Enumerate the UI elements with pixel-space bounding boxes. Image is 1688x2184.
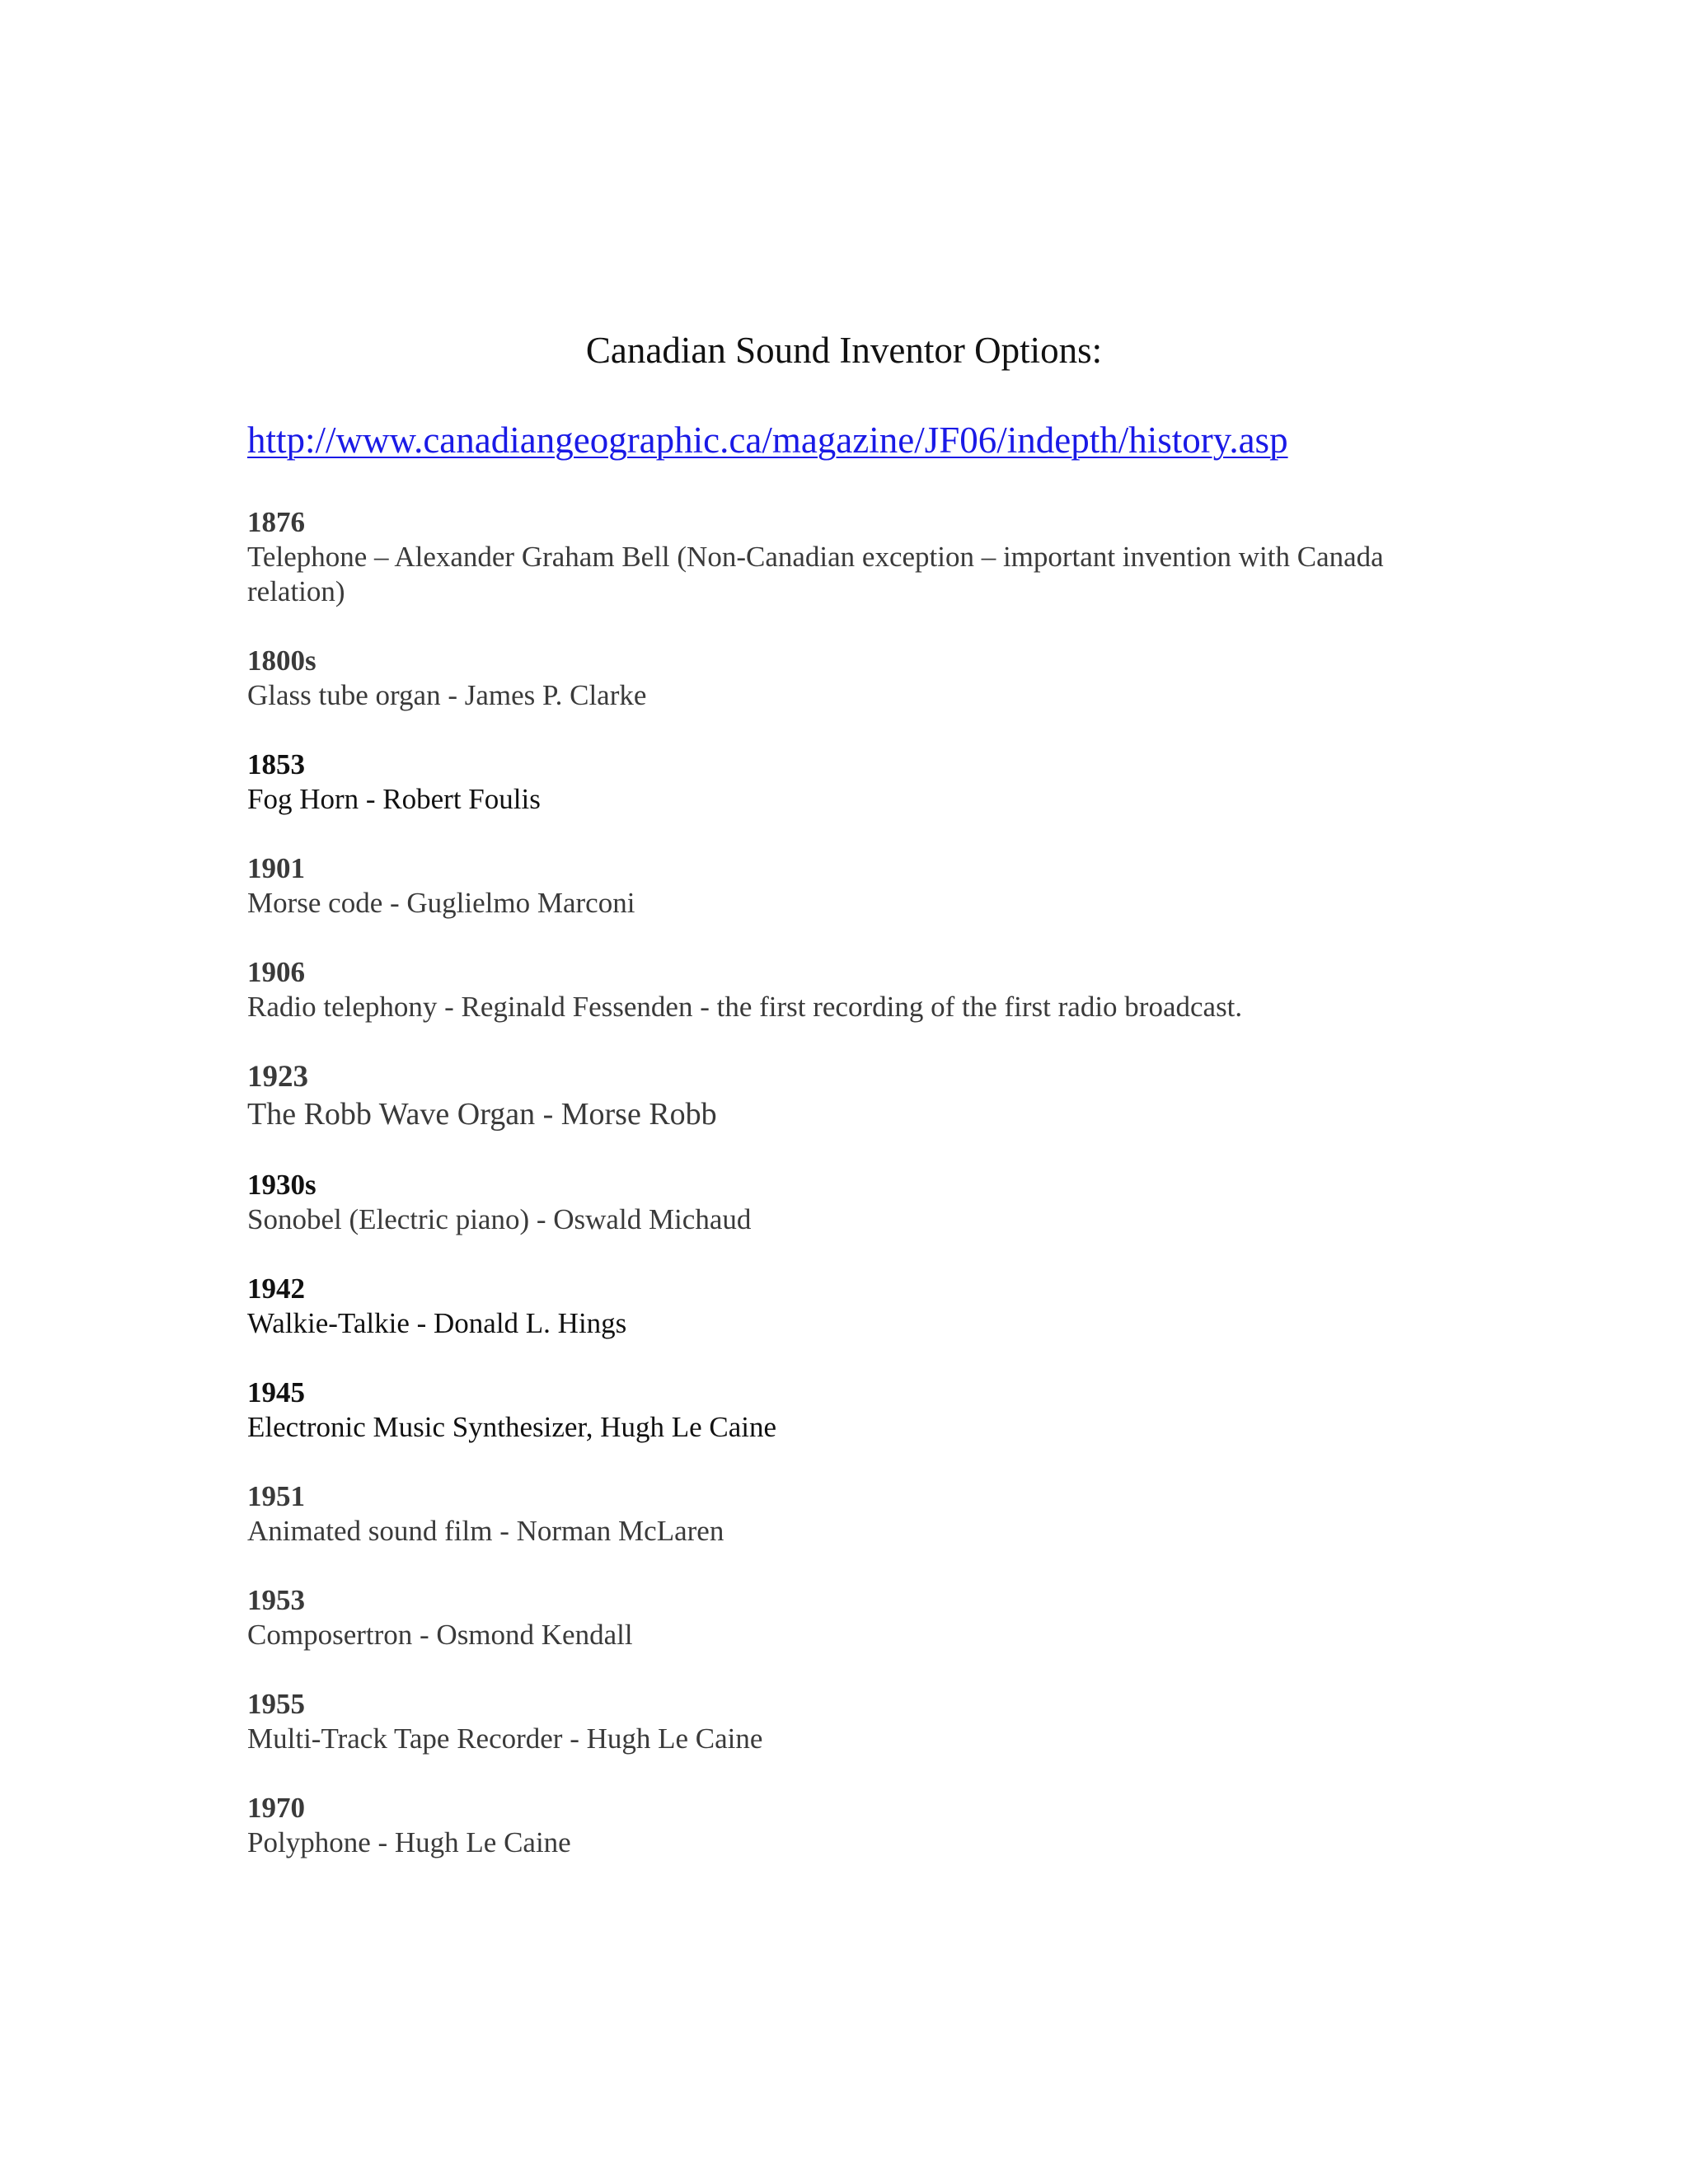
entry-description: Radio telephony - Reginald Fessenden - the first recording of the first radio broadcast. xyxy=(247,991,1243,1023)
entry-description: Glass tube organ - James P. Clarke xyxy=(247,679,647,711)
list-item xyxy=(247,1583,1484,1652)
document-title: Canadian Sound Inventor Options: xyxy=(585,330,1103,371)
entry-description: Electronic Music Synthesizer, Hugh Le Caine xyxy=(247,1411,777,1443)
list-item xyxy=(247,1687,1484,1756)
entry-year: 1970 xyxy=(247,1792,305,1824)
entry-description: Sonobel (Electric piano) - Oswald Michaud xyxy=(247,1203,752,1235)
entry-year: 1955 xyxy=(247,1688,305,1720)
entry-year: 1953 xyxy=(247,1584,305,1616)
entry-description: Walkie-Talkie - Donald L. Hings xyxy=(247,1307,627,1339)
entry-description: The Robb Wave Organ - Morse Robb xyxy=(247,1097,717,1132)
entry-description: Composertron - Osmond Kendall xyxy=(247,1619,633,1651)
entry-description: Polyphone - Hugh Le Caine xyxy=(247,1826,571,1858)
list-item xyxy=(247,1059,1484,1133)
list-item xyxy=(247,1479,1484,1549)
entry-year: 1906 xyxy=(247,956,305,988)
entry-year: 1942 xyxy=(247,1272,305,1305)
entry-year: 1901 xyxy=(247,852,305,884)
list-item xyxy=(247,955,1484,1024)
list-item xyxy=(247,1272,1484,1341)
entry-description: Telephone – Alexander Graham Bell (Non-Canadian exception – important invention with Canada relation) xyxy=(247,541,1384,607)
list-item xyxy=(247,748,1484,817)
entry-year: 1800s xyxy=(247,644,316,677)
entry-description: Animated sound film - Norman McLaren xyxy=(247,1515,724,1547)
entry-year: 1951 xyxy=(247,1480,305,1512)
entry-year: 1923 xyxy=(247,1060,308,1094)
history-link[interactable]: http://www.canadiangeographic.ca/magazine/JF06/indepth/history.asp xyxy=(247,419,1288,461)
list-item xyxy=(247,1168,1484,1237)
entry-year: 1930s xyxy=(247,1169,316,1201)
entry-year: 1876 xyxy=(247,506,305,538)
list-item xyxy=(247,644,1484,713)
entry-year: 1853 xyxy=(247,748,305,780)
list-item xyxy=(247,1376,1484,1445)
list-item xyxy=(247,505,1484,609)
list-item xyxy=(247,851,1484,921)
entry-description: Morse code - Guglielmo Marconi xyxy=(247,887,635,919)
entry-year: 1945 xyxy=(247,1376,305,1408)
list-item xyxy=(247,1791,1484,1860)
entry-description: Fog Horn - Robert Foulis xyxy=(247,783,541,815)
inventions-list xyxy=(247,505,1484,1895)
entry-description: Multi-Track Tape Recorder - Hugh Le Caine xyxy=(247,1722,763,1755)
